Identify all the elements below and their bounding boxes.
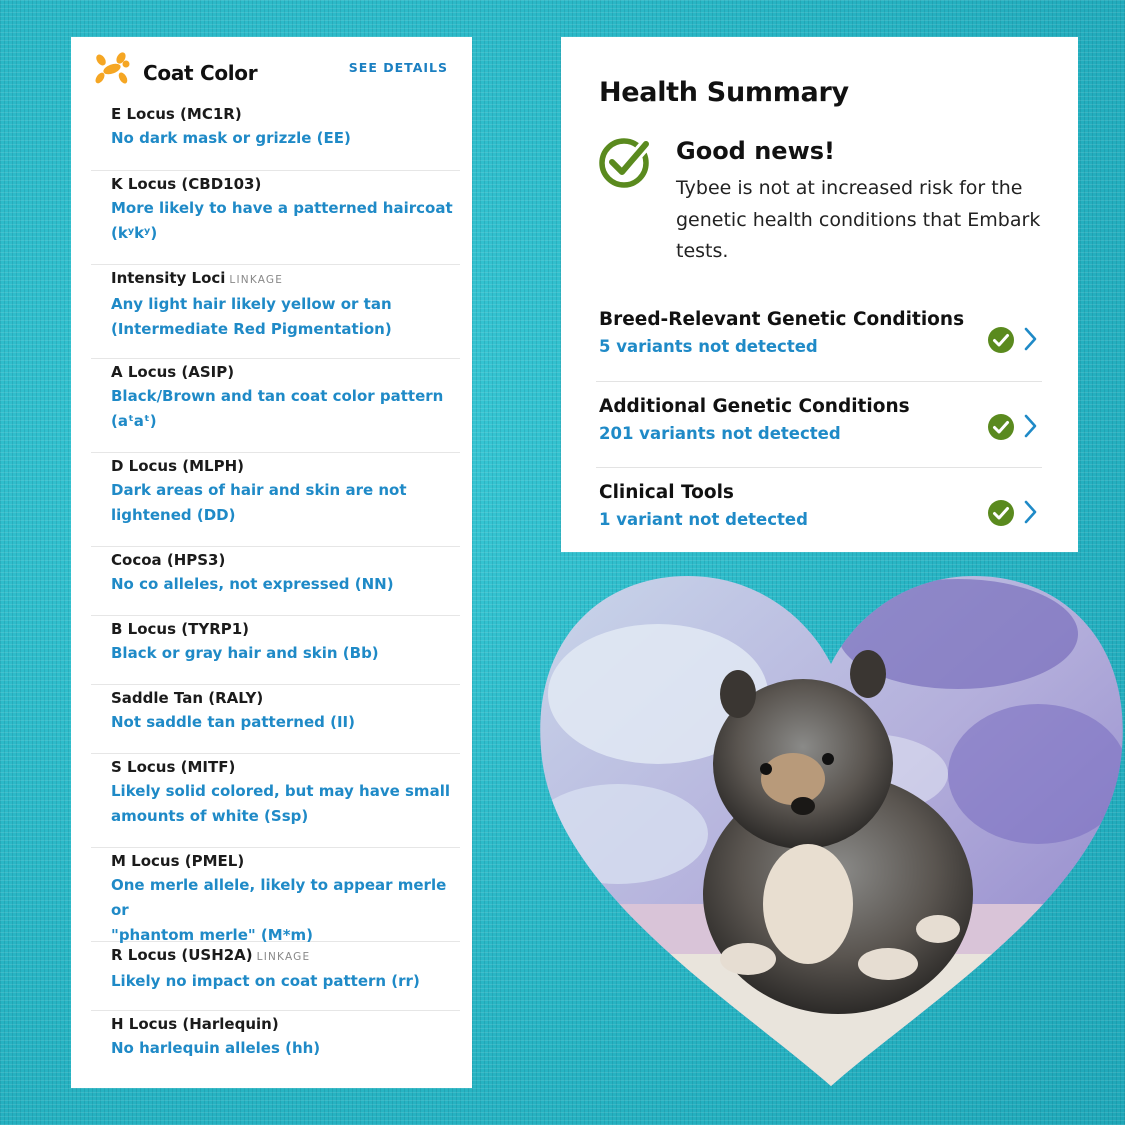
trait-name-text: M Locus (PMEL) xyxy=(111,852,245,870)
trait-value: Dark areas of hair and skin are not xyxy=(111,481,407,499)
linkage-tag: LINKAGE xyxy=(256,951,311,963)
trait-name xyxy=(111,685,460,708)
trait-value-continued: (kʸkʸ) xyxy=(111,224,158,242)
trait-row xyxy=(91,754,460,848)
dog-balloon-icon xyxy=(91,51,133,87)
trait-row xyxy=(91,1011,460,1080)
trait-name-text: Cocoa (HPS3) xyxy=(111,551,226,569)
health-summary-title: Health Summary xyxy=(599,77,849,108)
trait-value: No dark mask or grizzle (EE) xyxy=(111,129,351,147)
condition-name: Clinical Tools xyxy=(599,482,734,503)
chevron-right-icon[interactable] xyxy=(1020,411,1040,441)
trait-name xyxy=(111,453,460,476)
trait-value: Likely no impact on coat pattern (rr) xyxy=(111,972,420,990)
trait-name-text: K Locus (CBD103) xyxy=(111,175,262,193)
condition-additional[interactable] xyxy=(596,381,1042,467)
trait-name-text: A Locus (ASIP) xyxy=(111,363,235,381)
trait-row xyxy=(91,942,460,1011)
trait-value-continued: (Intermediate Red Pigmentation) xyxy=(111,320,392,338)
check-circle-icon xyxy=(597,134,653,190)
check-badge-icon xyxy=(987,499,1015,527)
trait-value-continued: amounts of white (Ssp) xyxy=(111,807,309,825)
trait-row xyxy=(91,171,460,265)
trait-value-continued: lightened (DD) xyxy=(111,506,236,524)
coat-color-card xyxy=(71,37,472,1088)
condition-clinical-tools[interactable] xyxy=(596,467,1042,553)
trait-row xyxy=(91,616,460,685)
trait-value: Likely solid colored, but may have small xyxy=(111,782,450,800)
trait-value-continued: "phantom merle" (M*m) xyxy=(111,926,314,944)
trait-name xyxy=(111,265,460,290)
trait-list xyxy=(91,101,460,1080)
coat-color-title: Coat Color xyxy=(143,61,258,85)
trait-value-continued: (aᵗaᵗ) xyxy=(111,412,157,430)
trait-row xyxy=(91,848,460,942)
trait-value: Black or gray hair and skin (Bb) xyxy=(111,644,379,662)
trait-name xyxy=(111,754,460,777)
puppy-heart-photo xyxy=(538,574,1125,1089)
trait-value: Not saddle tan patterned (II) xyxy=(111,713,355,731)
trait-row xyxy=(91,453,460,547)
condition-count: 5 variants not detected xyxy=(599,337,818,356)
trait-name xyxy=(111,359,460,382)
trait-value: No co alleles, not expressed (NN) xyxy=(111,575,394,593)
condition-name: Additional Genetic Conditions xyxy=(599,396,910,417)
chevron-right-icon[interactable] xyxy=(1020,497,1040,527)
trait-name xyxy=(111,942,460,967)
trait-name-text: B Locus (TYRP1) xyxy=(111,620,250,638)
trait-row xyxy=(91,547,460,616)
trait-name xyxy=(111,616,460,639)
trait-value: More likely to have a patterned haircoat xyxy=(111,199,453,217)
trait-row xyxy=(91,685,460,754)
condition-breed-relevant[interactable] xyxy=(596,295,1042,381)
trait-name-text: S Locus (MITF) xyxy=(111,758,236,776)
trait-name-text: H Locus (Harlequin) xyxy=(111,1015,279,1033)
trait-name xyxy=(111,101,460,124)
trait-name xyxy=(111,171,460,194)
trait-value: No harlequin alleles (hh) xyxy=(111,1039,321,1057)
trait-row xyxy=(91,265,460,359)
trait-row xyxy=(91,101,460,171)
trait-row xyxy=(91,359,460,453)
trait-name-text: Saddle Tan (RALY) xyxy=(111,689,264,707)
chevron-right-icon[interactable] xyxy=(1020,324,1040,354)
condition-count: 201 variants not detected xyxy=(599,424,841,443)
good-news-body: Tybee is not at increased risk for the genetic health conditions that Embark tests. xyxy=(676,177,1041,262)
check-badge-icon xyxy=(987,413,1015,441)
good-news-title: Good news! xyxy=(676,137,835,165)
trait-name-text: E Locus (MC1R) xyxy=(111,105,242,123)
trait-name xyxy=(111,1011,460,1034)
trait-name-text: Intensity Loci xyxy=(111,269,226,287)
condition-name: Breed-Relevant Genetic Conditions xyxy=(599,309,965,330)
trait-name xyxy=(111,848,460,871)
trait-name xyxy=(111,547,460,570)
see-details-link[interactable]: SEE DETAILS xyxy=(348,60,448,75)
check-badge-icon xyxy=(987,326,1015,354)
condition-count: 1 variant not detected xyxy=(599,510,808,529)
health-summary-card xyxy=(561,37,1078,552)
trait-name-text: R Locus (USH2A) xyxy=(111,946,253,964)
trait-value: One merle allele, likely to appear merle or xyxy=(111,876,447,919)
trait-value: Black/Brown and tan coat color pattern xyxy=(111,387,444,405)
trait-value: Any light hair likely yellow or tan xyxy=(111,295,392,313)
linkage-tag: LINKAGE xyxy=(229,274,284,286)
coat-color-header xyxy=(91,37,460,101)
trait-name-text: D Locus (MLPH) xyxy=(111,457,245,475)
